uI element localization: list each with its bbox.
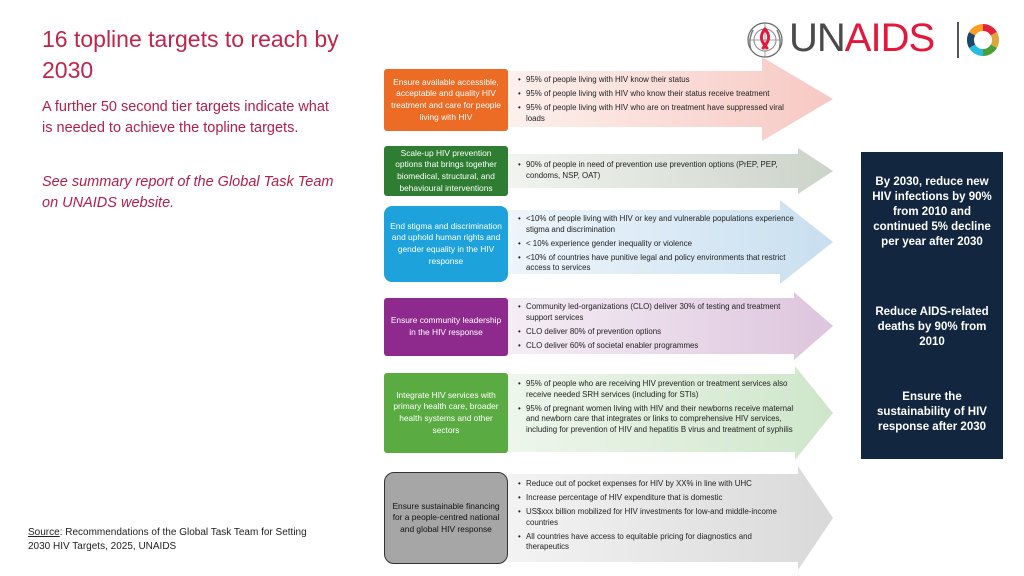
- target-box-integration: Integrate HIV services with primary health care, broader health systems and other sectors: [384, 373, 508, 453]
- bullet-item: • 95% of people who are receiving HIV prevention or treatment services also receive needed SRH services (including for STIs): [513, 379, 795, 400]
- target-box-treatment: Ensure available accessible, acceptable and quality HIV treatment and care for people living with HIV: [384, 69, 508, 131]
- target-box-prevention: Scale-up HIV prevention options that brings together biomedical, structural, and behavioural interventions: [384, 146, 508, 196]
- bullets-integration: [513, 379, 795, 439]
- bullet-item: • Increase percentage of HIV expenditure that is domestic: [513, 493, 795, 504]
- subtitle: A further 50 second tier targets indicate what is needed to achieve the topline targets.: [42, 99, 329, 136]
- bullet-item: • All countries have access to equitable pricing for diagnostics and therapeutics: [513, 532, 795, 553]
- unaids-wordmark: UNAIDS: [789, 16, 935, 60]
- bullet-item: • 95% of people living with HIV know their status: [513, 75, 795, 86]
- target-box-financing: Ensure sustainable financing for a people-centred national and global HIV response: [384, 472, 508, 564]
- bullet-item: • Reduce out of pocket expenses for HIV by XX% in line with UHC: [513, 479, 795, 490]
- bullet-item: • <10% of people living with HIV or key and vulnerable populations experience stigma and discrimination: [513, 214, 795, 235]
- goal-new-infections: By 2030, reduce new HIV infections by 90% from 2010 and continued 5% decline per year after 2030: [872, 176, 992, 248]
- source-label: Source: [28, 527, 60, 538]
- bullet-item: • <10% of countries have punitive legal and policy environments that restrict access to services: [513, 253, 795, 274]
- bullets-community: [513, 302, 795, 355]
- bullet-item: • 95% of people living with HIV who are on treatment have suppressed viral loads: [513, 103, 795, 124]
- goals-panel: [861, 152, 1003, 459]
- goal-sustainability: Ensure the sustainability of HIV response after 2030: [877, 391, 987, 433]
- bullets-treatment: [513, 75, 795, 128]
- bullet-item: • CLO deliver 60% of societal enabler programmes: [513, 341, 795, 352]
- goal-aids-deaths: Reduce AIDS-related deaths by 90% from 2010: [875, 306, 989, 348]
- bullets-prevention: [513, 160, 795, 185]
- logo-separator: [957, 22, 959, 58]
- page-title: 16 topline targets to reach by 2030: [42, 26, 339, 83]
- bullet-item: • < 10% experience gender inequality or violence: [513, 239, 795, 250]
- source-text: : Recommendations of the Global Task Team for Setting 2030 HIV Targets, 2025, UNAIDS: [28, 527, 307, 552]
- bullets-stigma: [513, 214, 795, 277]
- bullet-item: • 95% of pregnant women living with HIV and their newborns receive maternal and newborn care that integrates or links to comprehensive HIV services, including for prevention of HIV and hepatitis B virus and treatment of syphilis: [513, 404, 795, 436]
- un-emblem-icon: [745, 20, 785, 60]
- bullets-financing: [513, 479, 795, 556]
- target-box-community: Ensure community leadership in the HIV response: [384, 298, 508, 356]
- bullet-item: • US$xxx billion mobilized for HIV investments for low-and middle-income countries: [513, 507, 795, 528]
- unaids-logo: [745, 18, 1005, 62]
- bullet-item: • Community led-organizations (CLO) deliver 30% of testing and treatment support services: [513, 302, 795, 323]
- bullet-item: • 90% of people in need of prevention use prevention options (PrEP, PEP, condoms, NSP, OAT): [513, 160, 795, 181]
- bullet-item: • CLO deliver 80% of prevention options: [513, 327, 795, 338]
- target-box-stigma: End stigma and discrimination and uphold human rights and gender equality in the HIV response: [384, 206, 508, 282]
- bullet-item: • 95% of people living with HIV who know their status receive treatment: [513, 89, 795, 100]
- sdg-wheel-icon: [965, 22, 1001, 58]
- report-note[interactable]: See summary report of the Global Task Team on UNAIDS website.: [42, 174, 334, 211]
- source-citation: [28, 526, 318, 554]
